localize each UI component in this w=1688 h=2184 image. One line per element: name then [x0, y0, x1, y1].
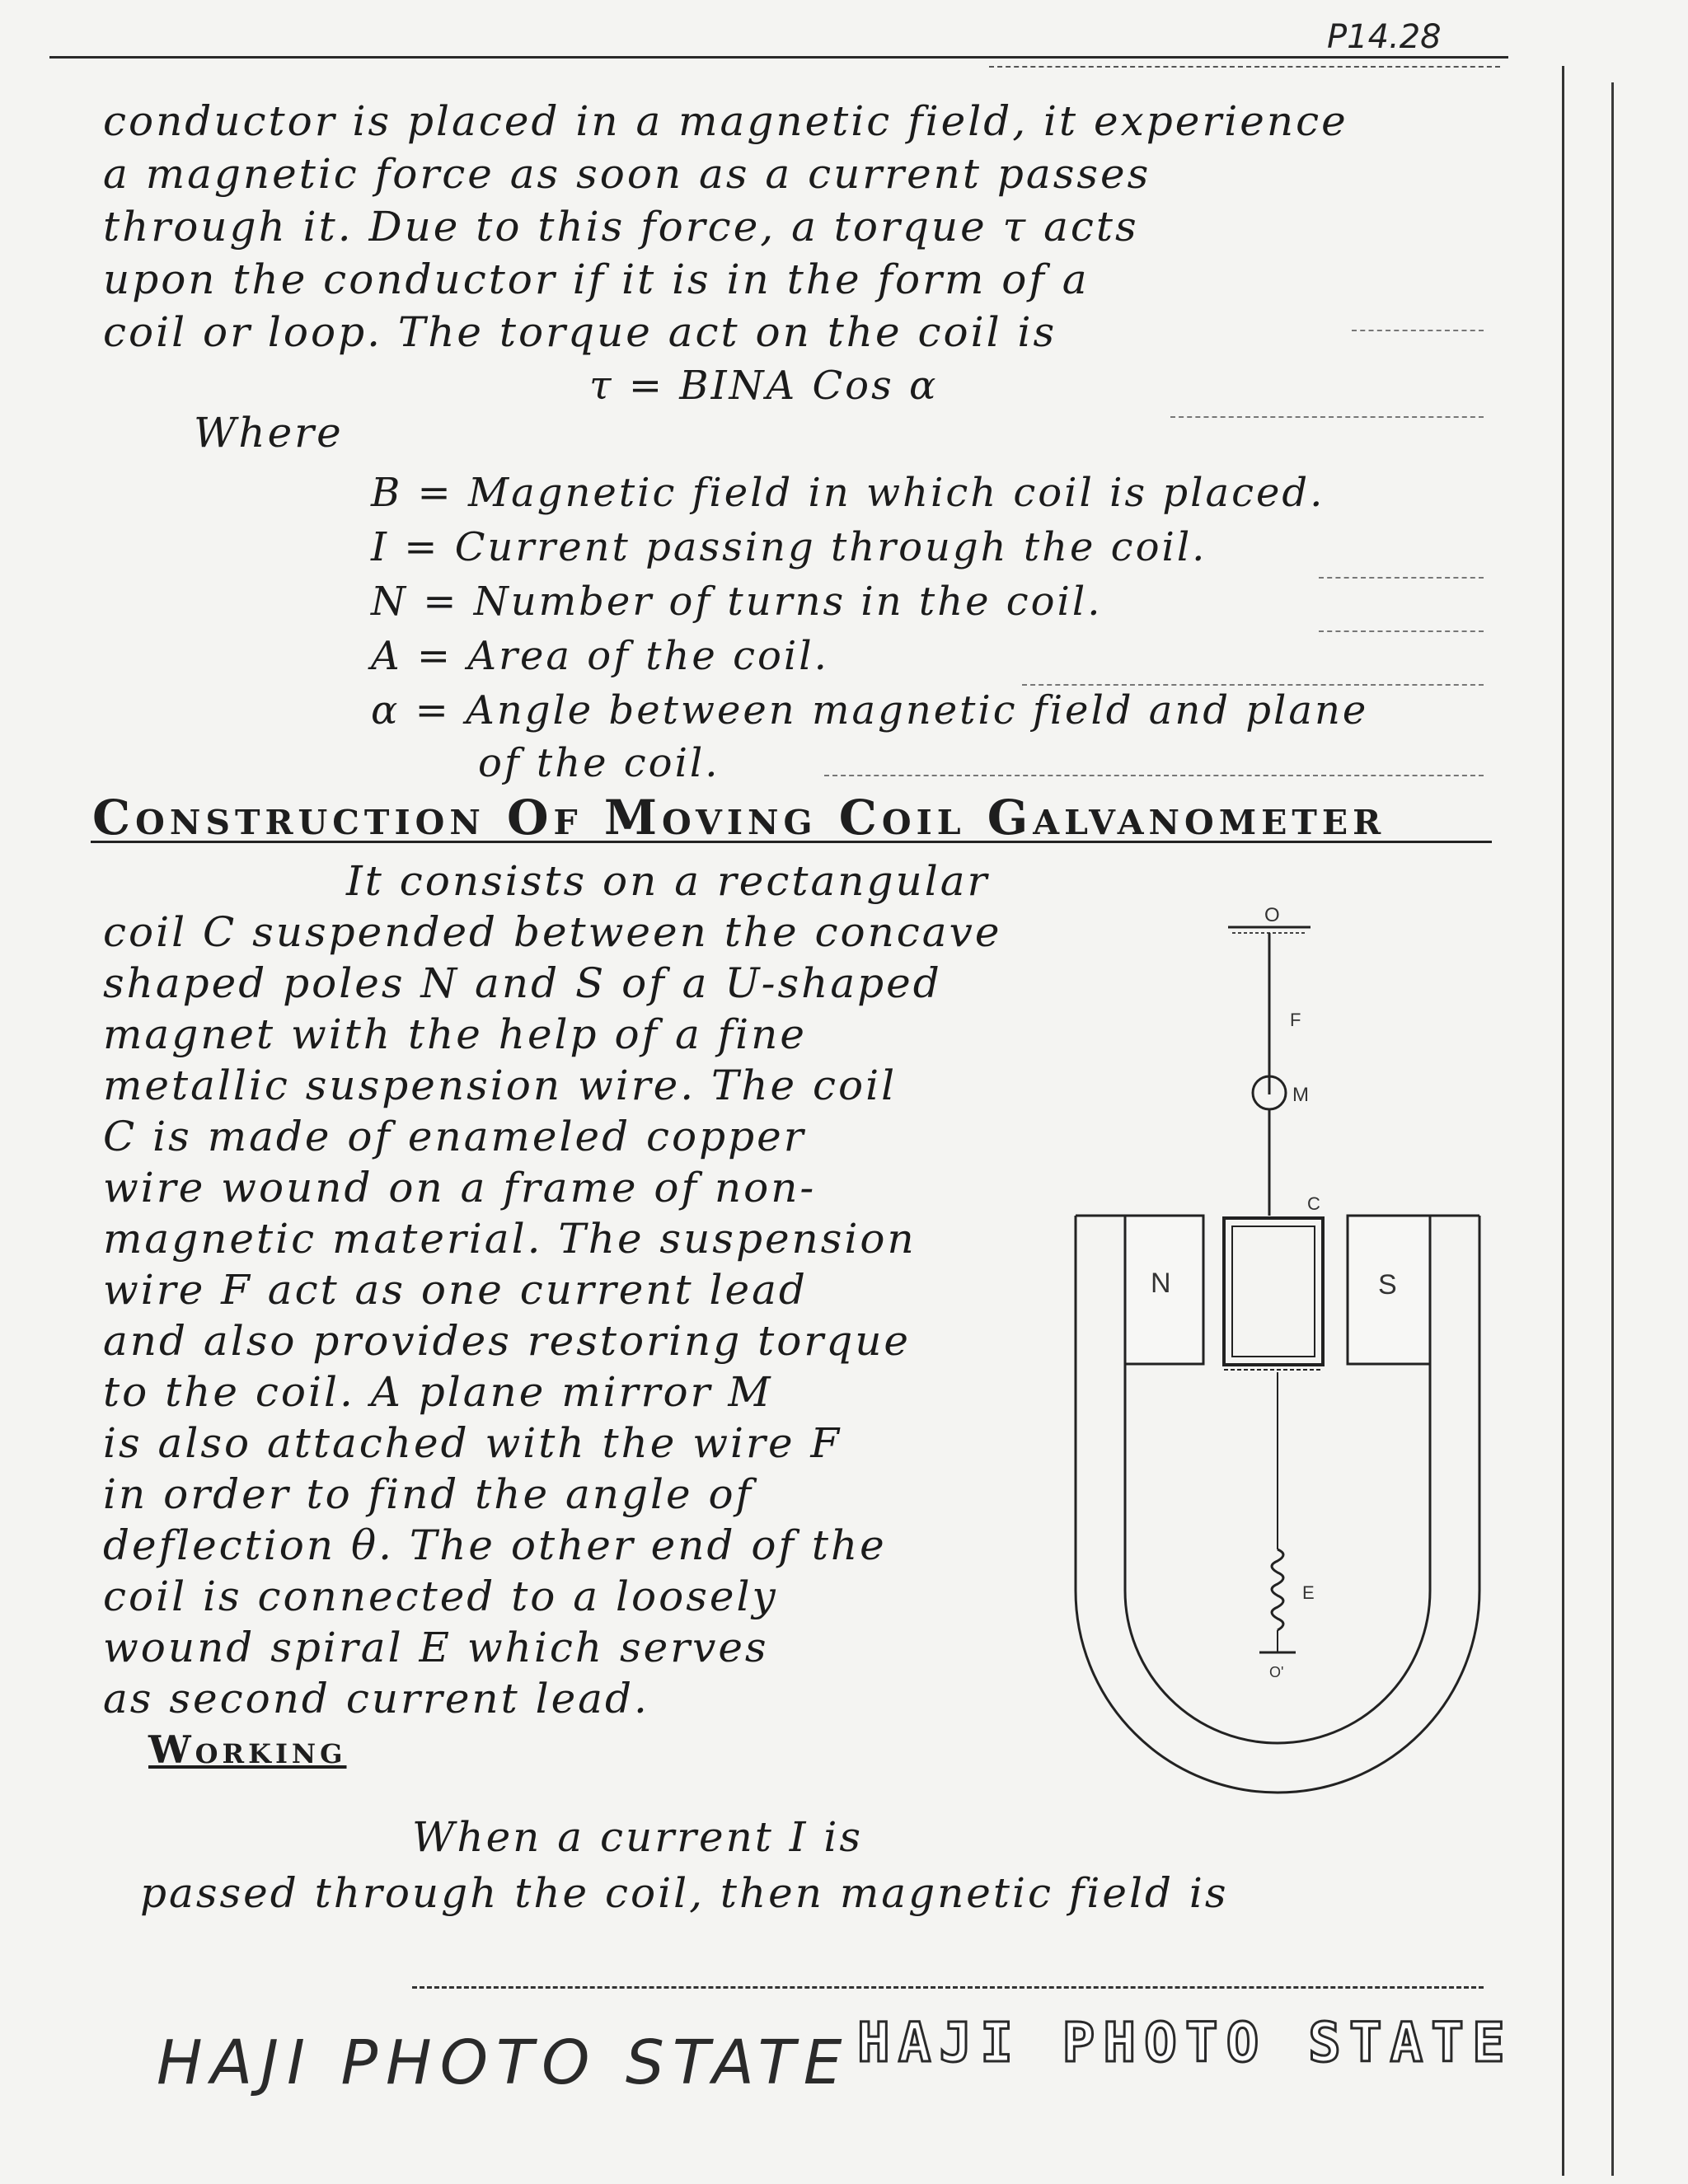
label-m: M — [1292, 1084, 1309, 1106]
coil-outer — [1224, 1218, 1323, 1365]
text-line: wire F act as one current lead — [103, 1266, 808, 1314]
definition-n: N = Number of turns in the coil. — [371, 579, 1103, 625]
page-edge-line — [1611, 82, 1614, 2176]
filler-dash — [824, 775, 1484, 776]
text-line: coil is connected to a loosely — [103, 1572, 778, 1620]
text-line: in order to find the angle of — [103, 1470, 754, 1518]
photostate-stamp-right: HAJI PHOTO STATE — [857, 2011, 1513, 2074]
text-line: to the coil. A plane mirror M — [103, 1368, 773, 1416]
text-line: upon the conductor if it is in the form of a — [103, 255, 1090, 303]
bottom-dashed-rule — [412, 1986, 1484, 1989]
definition-b: B = Magnetic field in which coil is placed. — [371, 470, 1325, 516]
coil-inner — [1232, 1226, 1315, 1357]
section-heading-construction: Construction Of Moving Coil Galvanometer — [92, 790, 1386, 846]
text-line: through it. Due to this force, a torque τ acts — [103, 203, 1139, 251]
label-n: N — [1151, 1268, 1171, 1299]
right-margin-line — [1562, 66, 1564, 2176]
label-c: C — [1307, 1193, 1320, 1214]
text-line: wire wound on a frame of non- — [103, 1164, 817, 1212]
text-line: C is made of enameled copper — [103, 1113, 806, 1160]
galvanometer-diagram — [1063, 890, 1525, 1863]
top-dashed-rule — [989, 66, 1500, 68]
text-line: coil C suspended between the concave — [103, 908, 1002, 956]
text-line: coil or loop. The torque act on the coil is — [103, 308, 1057, 356]
spiral-spring — [1272, 1549, 1283, 1630]
text-line: magnetic material. The suspension — [103, 1215, 917, 1263]
filler-dash — [1319, 577, 1484, 579]
photostate-stamp-left: HAJI PHOTO STATE — [157, 2027, 851, 2098]
text-line: as second current lead. — [103, 1675, 649, 1722]
heading-underline — [91, 841, 1492, 843]
filler-dash — [1170, 416, 1484, 418]
text-line: and also provides restoring torque — [103, 1317, 912, 1365]
label-o-top: O — [1264, 904, 1280, 926]
definition-a: A = Area of the coil. — [371, 633, 829, 679]
text-line: passed through the coil, then magnetic field is — [140, 1869, 1229, 1917]
label-e: E — [1302, 1582, 1315, 1603]
text-line: conductor is placed in a magnetic field, it experience — [103, 97, 1348, 145]
definition-i: I = Current passing through the coil. — [371, 524, 1207, 570]
text-line: shaped poles N and S of a U-shaped — [103, 959, 942, 1007]
filler-dash — [1352, 330, 1484, 331]
definition-alpha-cont: of the coil. — [478, 740, 720, 786]
text-line: metallic suspension wire. The coil — [103, 1062, 898, 1109]
text-line: When a current I is — [412, 1813, 864, 1861]
label-f: F — [1290, 1010, 1301, 1030]
top-rule — [49, 56, 1508, 59]
filler-dash — [1022, 684, 1484, 686]
section-heading-working: Working — [148, 1727, 347, 1772]
text-line: a magnetic force as soon as a current passes — [103, 150, 1151, 198]
text-line: It consists on a rectangular — [346, 857, 990, 905]
definition-alpha: α = Angle between magnetic field and plane — [371, 687, 1369, 733]
text-line: is also attached with the wire F — [103, 1419, 842, 1467]
text-line: magnet with the help of a fine — [103, 1010, 807, 1058]
label-o-bottom: O' — [1269, 1664, 1284, 1680]
page-number: P14.28 — [1327, 18, 1442, 56]
filler-dash — [1319, 630, 1484, 632]
where-label: Where — [194, 409, 344, 457]
text-line: deflection θ. The other end of the — [103, 1521, 887, 1569]
label-s: S — [1378, 1269, 1397, 1301]
text-line: wound spiral E which serves — [103, 1624, 769, 1671]
torque-equation: τ = BINA Cos α — [589, 363, 939, 409]
